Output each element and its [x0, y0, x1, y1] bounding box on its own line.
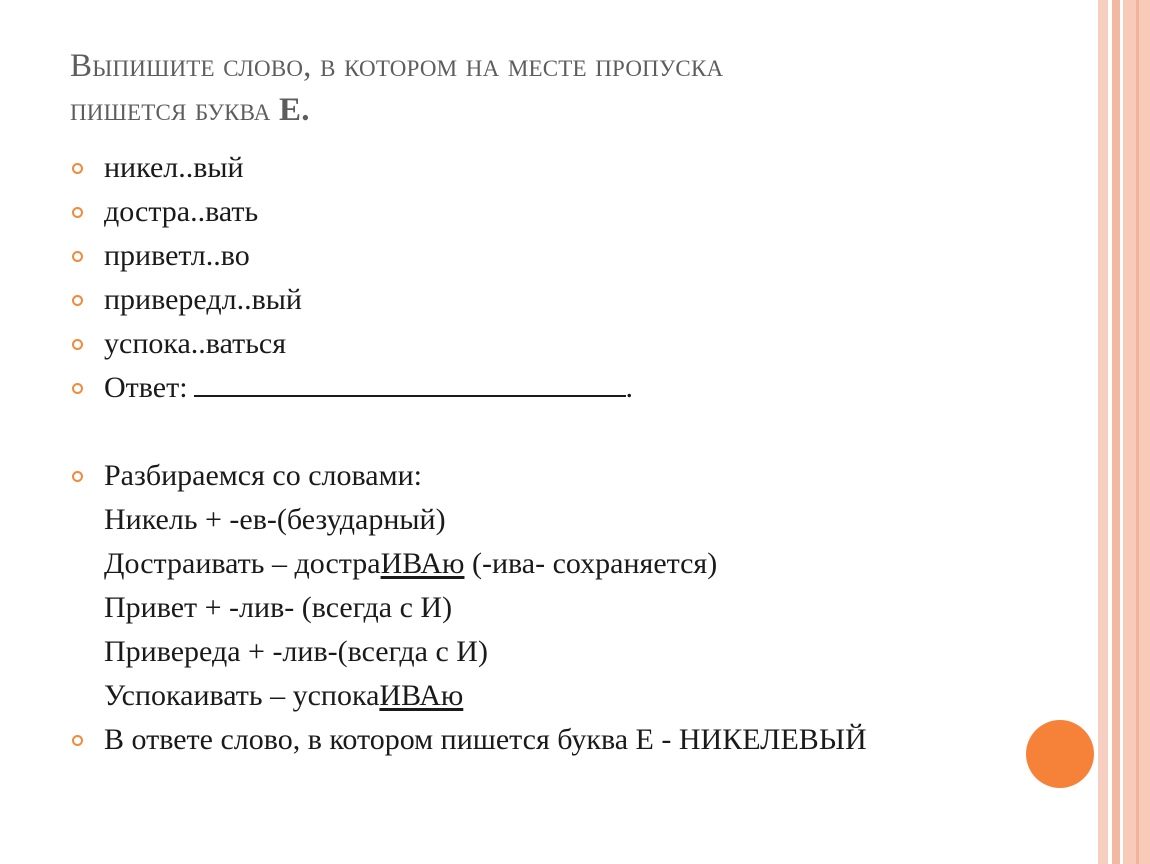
analysis-line: [70, 586, 1070, 630]
analysis-text: Успокаивать – успока: [104, 679, 380, 712]
analysis-line: [70, 630, 1070, 674]
bullet-icon: [72, 163, 83, 174]
bullet-icon: [72, 471, 83, 482]
slide-content: [70, 146, 1070, 762]
word-item: успока..ваться: [104, 327, 287, 360]
conclusion-text: В ответе слово, в котором пишется буква Е - НИКЕЛЕВЫЙ: [104, 723, 867, 756]
word-item: привередл..вый: [104, 283, 302, 316]
bullet-icon: [72, 251, 83, 262]
title-letter: Е.: [279, 92, 310, 128]
analysis-line: [70, 542, 1070, 586]
title-line2: пишется буква: [70, 92, 271, 128]
underlined-suffix: ИВАю: [379, 679, 464, 712]
analysis-text: Привет + -лив- (всегда с И): [104, 591, 453, 624]
underlined-suffix: ИВАю: [380, 547, 465, 580]
bullet-icon: [72, 339, 83, 350]
analysis-text: Привереда + -лив-(всегда с И): [104, 635, 488, 668]
analysis-line: [70, 498, 1070, 542]
word-item: приветл..во: [104, 239, 250, 272]
conclusion-row: [70, 718, 1070, 762]
bullet-icon: [72, 207, 83, 218]
answer-label: Ответ:: [104, 371, 188, 404]
analysis-heading: [70, 454, 1070, 498]
word-item: никел..вый: [104, 151, 244, 184]
list-item: [70, 234, 1070, 278]
decor-stripe: [1136, 0, 1139, 864]
list-item: [70, 190, 1070, 234]
bullet-icon: [72, 735, 83, 746]
bullet-icon: [72, 383, 83, 394]
list-item: [70, 146, 1070, 190]
slide-title: [70, 44, 1070, 132]
decor-stripe: [1098, 0, 1108, 864]
title-line1: Выпишите слово, в котором на месте пропуска: [70, 48, 724, 84]
orange-circle-decoration: [1026, 720, 1094, 788]
answer-blank-line: [194, 369, 626, 397]
list-item: [70, 322, 1070, 366]
analysis-text: (-ива- сохраняется): [464, 547, 718, 580]
list-item: [70, 278, 1070, 322]
answer-suffix: .: [625, 371, 634, 404]
word-item: достра..вать: [104, 195, 259, 228]
analysis-heading-text: Разбираемся со словами:: [104, 459, 422, 492]
bullet-icon: [72, 295, 83, 306]
analysis-text: Никель + -ев-(безударный): [104, 503, 446, 536]
answer-row: [70, 366, 1070, 410]
decor-stripe: [1112, 0, 1120, 864]
analysis-line: [70, 674, 1070, 718]
analysis-text: Достраивать – достра: [104, 547, 381, 580]
